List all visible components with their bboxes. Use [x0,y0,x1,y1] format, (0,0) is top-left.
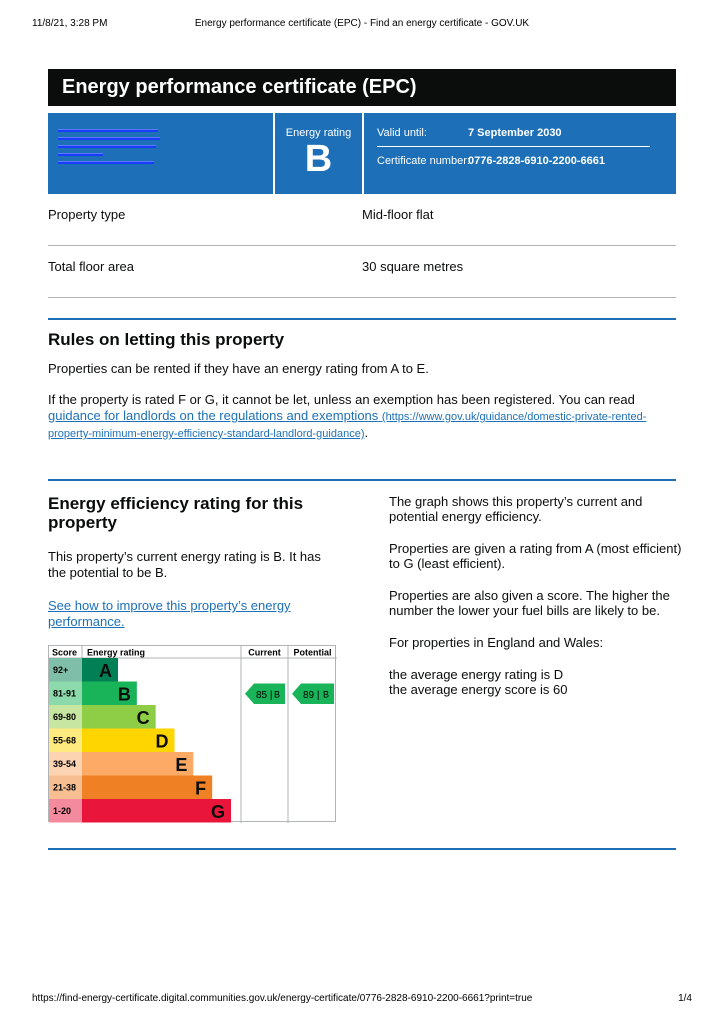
efficiency-explanation [389,494,689,714]
letting-paragraph-1: Properties can be rented if they have an energy rating from A to E. [48,361,429,376]
print-footer [32,993,692,1007]
print-page-number: 1/4 [678,993,692,1004]
property-type-label: Property type [48,207,126,222]
header-energy-rating: Energy rating [87,647,146,658]
page-title: Energy performance certificate (EPC) [48,69,676,106]
current-rating-letter: B [273,689,280,700]
energy-rating-label: Energy rating [285,127,352,139]
efficiency-heading: Energy efficiency rating for this property [48,494,304,532]
explanation-paragraph-1: The graph shows this property’s current and potential energy efficiency. [389,494,643,524]
explanation-paragraph-4: For properties in England and Wales: [389,635,604,650]
band-range-c: 69-80 [53,712,77,722]
band-letter-e: E [175,755,188,775]
section-divider [48,848,676,850]
average-rating-text: the average energy rating is D the average energy score is 60 [389,667,568,697]
letting-heading: Rules on letting this property [48,330,285,349]
print-datetime: 11/8/21, 3:28 PM [32,18,108,29]
energy-rating-box [275,113,362,194]
current-rating-text: This property’s current energy rating is B. It has the potential to be B. [48,549,321,580]
improve-performance-link[interactable]: See how to improve this property’s energy performance. [48,598,291,629]
energy-rating-chart [48,645,336,822]
explanation-paragraph-2: Properties are given a rating from A (most efficient) to G (least efficient). [389,541,682,571]
header-current: Current [248,647,281,658]
section-divider [48,479,676,481]
property-type-row [48,194,676,246]
potential-rating-letter: B [322,689,329,700]
floor-area-row [48,246,676,298]
valid-until-value: 7 September 2030 [468,127,562,139]
floor-area-value: 30 square metres [362,259,464,274]
print-header [32,18,692,32]
band-range-f: 21-38 [53,782,77,793]
print-url: https://find-energy-certificate.digital.communities.gov.uk/energy-certificate/0776-2828-6910-2200-6661?print=true [32,993,533,1004]
property-details [48,194,676,298]
energy-rating-graph [49,646,337,823]
energy-rating-letter: B [304,138,333,180]
letting-rules-section [48,332,678,457]
band-letter-c: C [136,708,150,728]
band-bar-g [82,799,231,823]
band-range-d: 55-68 [53,735,77,746]
certificate-number-label: Certificate number: [377,155,470,167]
band-range-g: 1-20 [53,806,72,816]
band-letter-b: B [117,684,131,705]
efficiency-section [48,494,338,647]
band-range-b: 81-91 [53,688,77,699]
letting-paragraph-2: If the property is rated F or G, it cannot be let, unless an exemption has been registered. You can read guidance for landlords on the regulations and exemptions (https://www.gov.uk/guidance/domestic-private-rented-property-minimum-energy-efficiency-standard-landlord-guidance). [48,392,647,440]
band-letter-a: A [99,661,112,681]
certificate-details [364,113,676,194]
explanation-paragraph-3: Properties are also given a score. The higher the number the lower your fuel bills are likely to be. [389,588,670,618]
band-letter-g: G [210,802,225,822]
certificate-number-value: 0776-2828-6910-2200-6661 [468,155,606,167]
band-letter-d: D [155,731,169,752]
potential-rating-score: 89 | [303,689,320,701]
valid-until-label: Valid until: [377,127,427,139]
band-range-a: 92+ [53,665,69,675]
band-range-e: 39-54 [53,759,77,769]
landlord-guidance-link[interactable]: guidance for landlords on the regulations and exemptions (https://www.gov.uk/guidance/domestic-private-rented-property-minimum-energy-efficiency-standard-landlord-guidance) [48,408,647,440]
redacted-address [48,113,273,194]
header-score: Score [52,647,78,658]
header-potential: Potential [293,647,332,658]
band-letter-f: F [195,778,207,799]
property-type-value: Mid-floor flat [362,207,434,222]
band-bar-f [82,776,212,800]
print-page-title: Energy performance certificate (EPC) - Find an energy certificate - GOV.UK [194,18,530,29]
current-rating-score: 85 | [256,689,273,701]
floor-area-label: Total floor area [48,259,134,274]
certificate-summary [48,113,676,194]
section-divider [48,318,676,320]
